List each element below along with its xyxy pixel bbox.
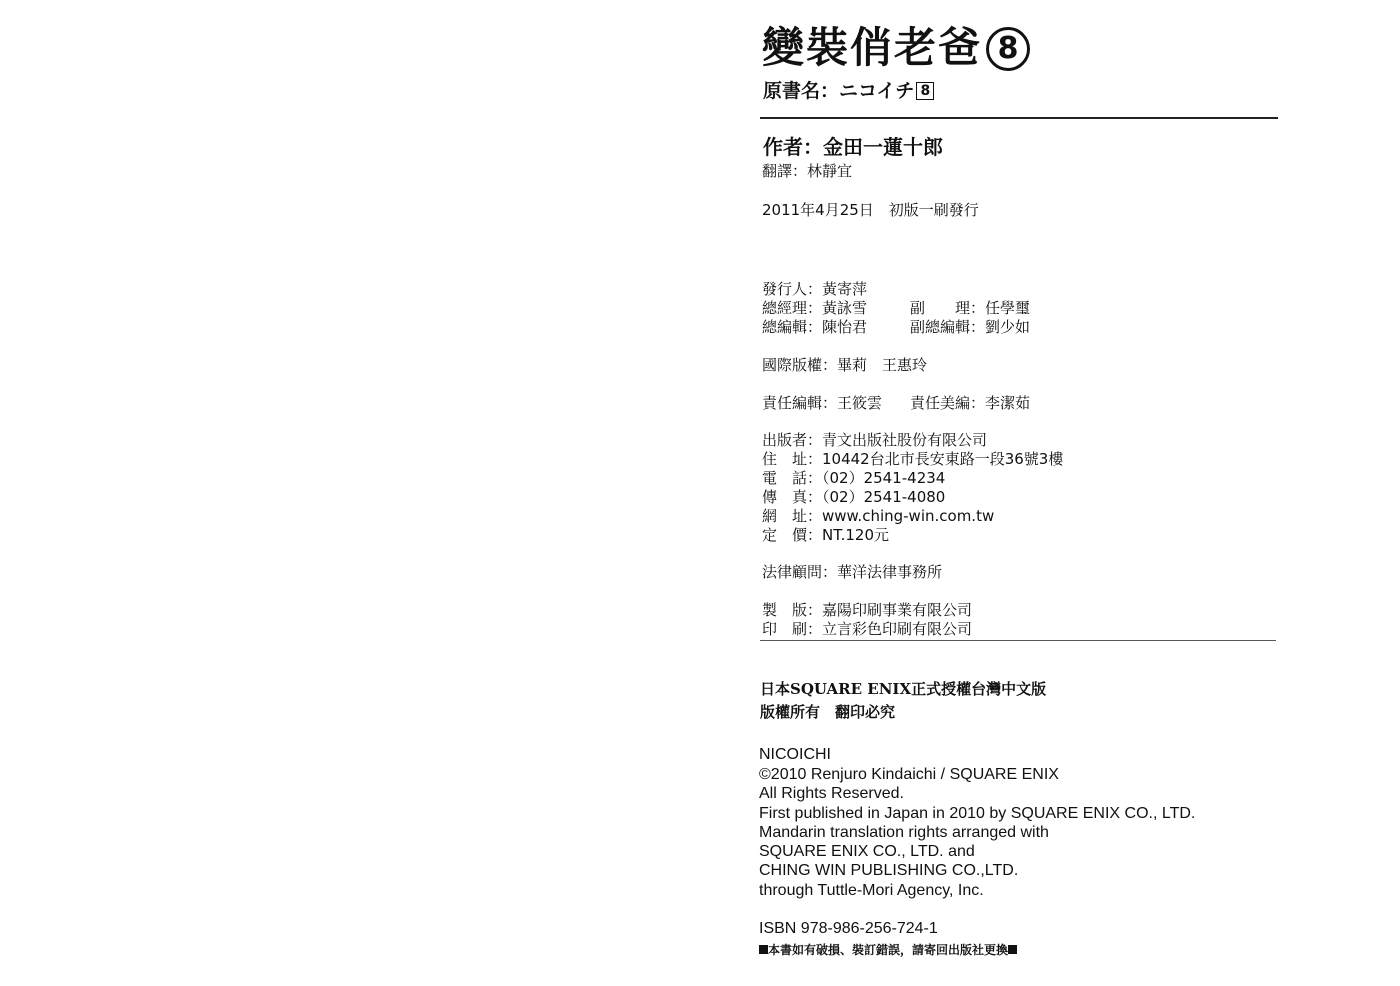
- translator: 翻譯：林靜宜: [762, 162, 853, 180]
- fax: 傳 真：（02）2541-4080: [762, 488, 946, 506]
- phone: 電 話：（02）2541-4234: [762, 469, 946, 487]
- isbn: ISBN 978-986-256-724-1: [759, 920, 938, 937]
- original-title-label: 原書名：ニコイチ: [763, 80, 915, 102]
- copyright-line: All Rights Reserved.: [759, 785, 904, 802]
- deputy-manager: 副 理：任學璽: [910, 299, 1031, 317]
- responsible-editor: 責任編輯：王筱雲: [762, 394, 883, 412]
- edition-date: 2011年4月25日 初版一刷發行: [762, 201, 979, 219]
- copyright-line: Mandarin translation rights arranged with: [759, 824, 1049, 841]
- copyright-line: through Tuttle-Mori Agency, Inc.: [759, 882, 984, 899]
- price: 定 價：NT.120元: [762, 526, 890, 544]
- author: 作者：金田一蓮十郎: [763, 135, 943, 159]
- square-bullet-icon: [1008, 945, 1017, 954]
- volume-number: 8: [986, 27, 1030, 71]
- square-bullet-icon: [759, 945, 768, 954]
- book-title-row: [762, 24, 1030, 72]
- website: 網 址：www.ching-win.com.tw: [762, 507, 995, 525]
- international-rights: 國際版權：畢莉 王惠玲: [762, 356, 928, 374]
- damage-notice: [759, 942, 1017, 958]
- license-statement: 日本SQUARE ENIX正式授權台灣中文版: [760, 680, 1047, 698]
- general-manager: 總經理：黃詠雪: [762, 299, 868, 317]
- chief-editor: 總編輯：陳怡君: [762, 318, 868, 336]
- original-title: [763, 78, 934, 104]
- copyright-line: NICOICHI: [759, 746, 831, 763]
- original-title-volume: 8: [916, 82, 934, 100]
- deputy-chief-editor: 副總編輯：劉少如: [910, 318, 1031, 336]
- rights-reserved: 版權所有 翻印必究: [760, 703, 896, 721]
- legal-advisor: 法律顧問：華洋法律事務所: [762, 563, 943, 581]
- book-title: 變裝俏老爸: [762, 23, 983, 72]
- divider-top: [760, 117, 1278, 119]
- damage-notice-text: 本書如有破損、裝訂錯誤，請寄回出版社更換: [768, 943, 1009, 957]
- printing: 印 刷：立言彩色印刷有限公司: [762, 620, 973, 638]
- copyright-line: CHING WIN PUBLISHING CO.,LTD.: [759, 862, 1019, 879]
- copyright-line: First published in Japan in 2010 by SQUARE ENIX CO., LTD.: [759, 805, 1196, 822]
- publisher-person: 發行人：黃寄萍: [762, 280, 868, 298]
- copyright-line: ©2010 Renjuro Kindaichi / SQUARE ENIX: [759, 766, 1059, 783]
- publisher-company: 出版者：青文出版社股份有限公司: [762, 431, 988, 449]
- copyright-line: SQUARE ENIX CO., LTD. and: [759, 843, 975, 860]
- art-editor: 責任美編：李潔茹: [910, 394, 1031, 412]
- plate-making: 製 版：嘉陽印刷事業有限公司: [762, 601, 973, 619]
- address: 住 址：10442台北市長安東路一段36號3樓: [762, 450, 1064, 468]
- divider-bottom: [760, 640, 1276, 641]
